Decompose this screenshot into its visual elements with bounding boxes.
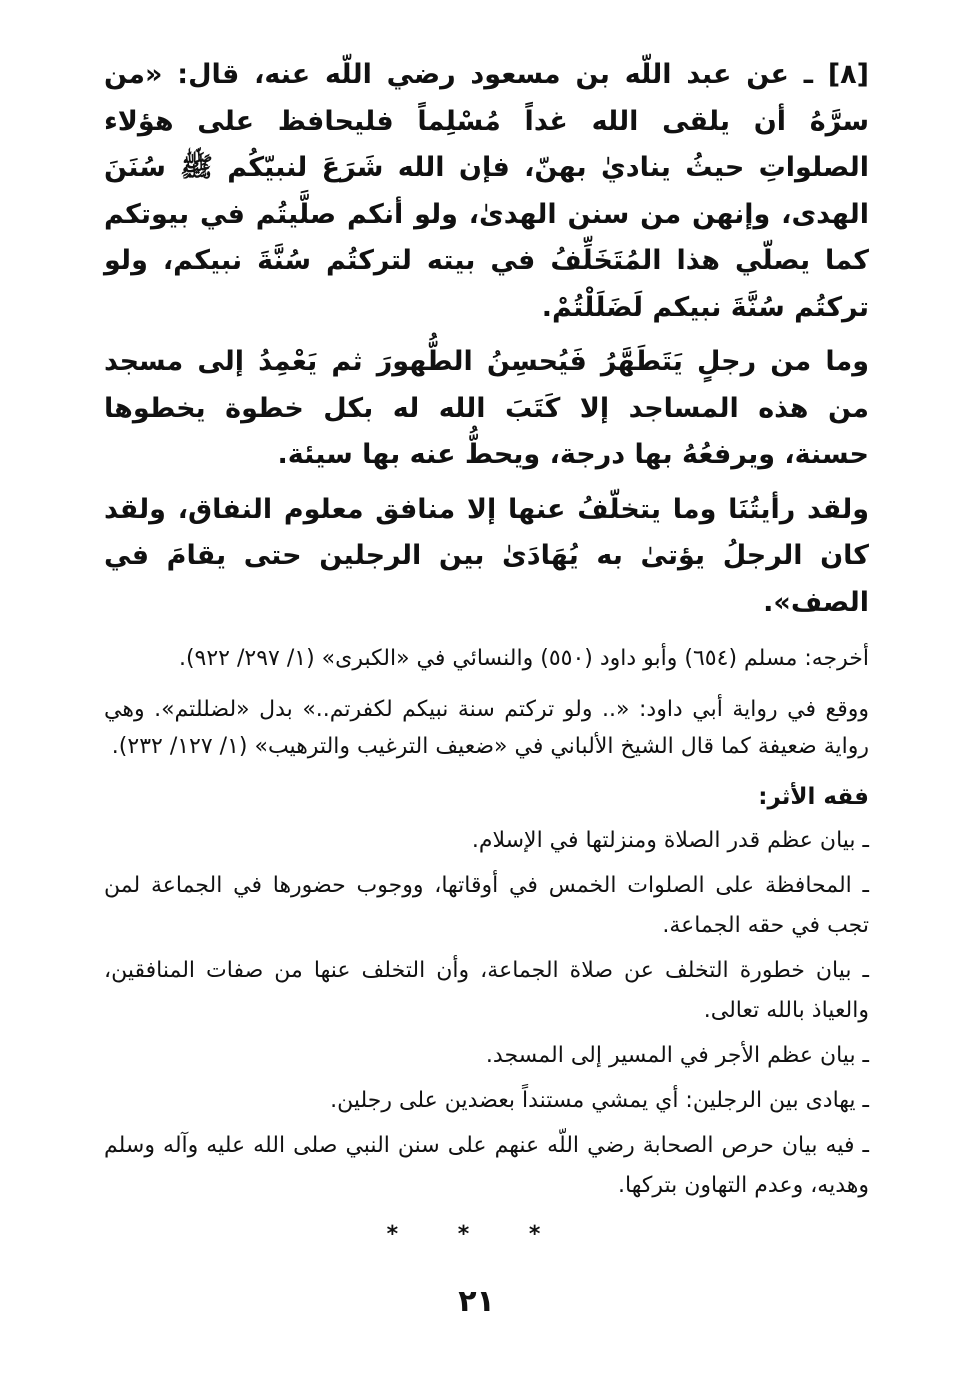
section-separator: * * * bbox=[386, 1222, 567, 1247]
fiqh-points-list bbox=[104, 821, 869, 1206]
hadith-paragraph-2: وما من رجلٍ يَتَطَهَّرُ فَيُحسِنُ الطُّهورَ ثم يَعْمِدُ إلى مسجد من هذه المساجد إلا كَتَبَ الله له بكل خطوة يخطوها حسنة، ويرفعُهُ بها درجة، ويحطُّ عنه بها سيئة. bbox=[104, 346, 869, 470]
narration-note: ووقع في رواية أبي داود: «.. ولو تركتم سنة نبيكم لكفرتم..» بدل «لضللتم». وهي رواية ضعيفة كما قال الشيخ الألباني في «ضعيف الترغيب والترهيب» (١/ ١٢٧/ ٢٣٢). bbox=[104, 697, 869, 759]
section-heading: فقه الأثر: bbox=[758, 784, 869, 810]
list-item: ـ بيان عظم قدر الصلاة ومنزلتها في الإسلام. bbox=[471, 828, 869, 853]
hadith-text bbox=[104, 52, 869, 626]
page-number: ٢١ bbox=[458, 1284, 495, 1319]
list-item: ـ يهادى بين الرجلين: أي يمشي مستنداً بعضدين على رجلين. bbox=[330, 1088, 869, 1113]
list-item: ـ فيه بيان حرص الصحابة رضي اللّه عنهم على سنن النبي صلى الله عليه وآله وسلم وهديه، وعدم التهاون بتركها. bbox=[104, 1133, 869, 1198]
page-body bbox=[104, 52, 869, 1211]
list-item: ـ بيان عظم الأجر في المسير إلى المسجد. bbox=[485, 1043, 869, 1068]
list-item: ـ المحافظة على الصلوات الخمس في أوقاتها، ووجوب حضورها في الجماعة لمن تجب في حقه الجماعة. bbox=[104, 873, 869, 938]
hadith-paragraph-1: [٨] ـ عن عبد اللّه بن مسعود رضي اللّه عنه، قال: «من سرَّهُ أن يلقى الله غداً مُسْلِماً فليحافظ على هؤلاء الصلواتِ حيثُ يناديٰ بهنّ، فإن الله شَرَعَ لنبيّكُم ﷺ سُنَنَ الهدى، وإنهن من سنن الهدىٰ، ولو أنكم صلَّيتُم في بيوتكم كما يصلّي هذا المُتَخَلِّفُ في بيته لتركتُم سُنَّةَ نبيكم، ولو تركتُم سُنَّةَ نبيكم لَضَلَلْتُمْ. bbox=[104, 59, 869, 323]
source-citation: أخرجه: مسلم (٦٥٤) وأبو داود (٥٥٠) والنسائي في «الكبرى» (١/ ٢٩٧/ ٩٢٢). bbox=[178, 646, 869, 671]
list-item: ـ بيان خطورة التخلف عن صلاة الجماعة، وأن التخلف عنها من صفات المنافقين، والعياذ بالله تعالى. bbox=[104, 958, 869, 1023]
hadith-paragraph-3: ولقد رأيتُنَا وما يتخلّفُ عنها إلا منافق معلوم النفاق، ولقد كان الرجلُ يؤتىٰ به يُهَادَىٰ بين الرجلين حتى يقامَ في الصف». bbox=[104, 493, 869, 618]
